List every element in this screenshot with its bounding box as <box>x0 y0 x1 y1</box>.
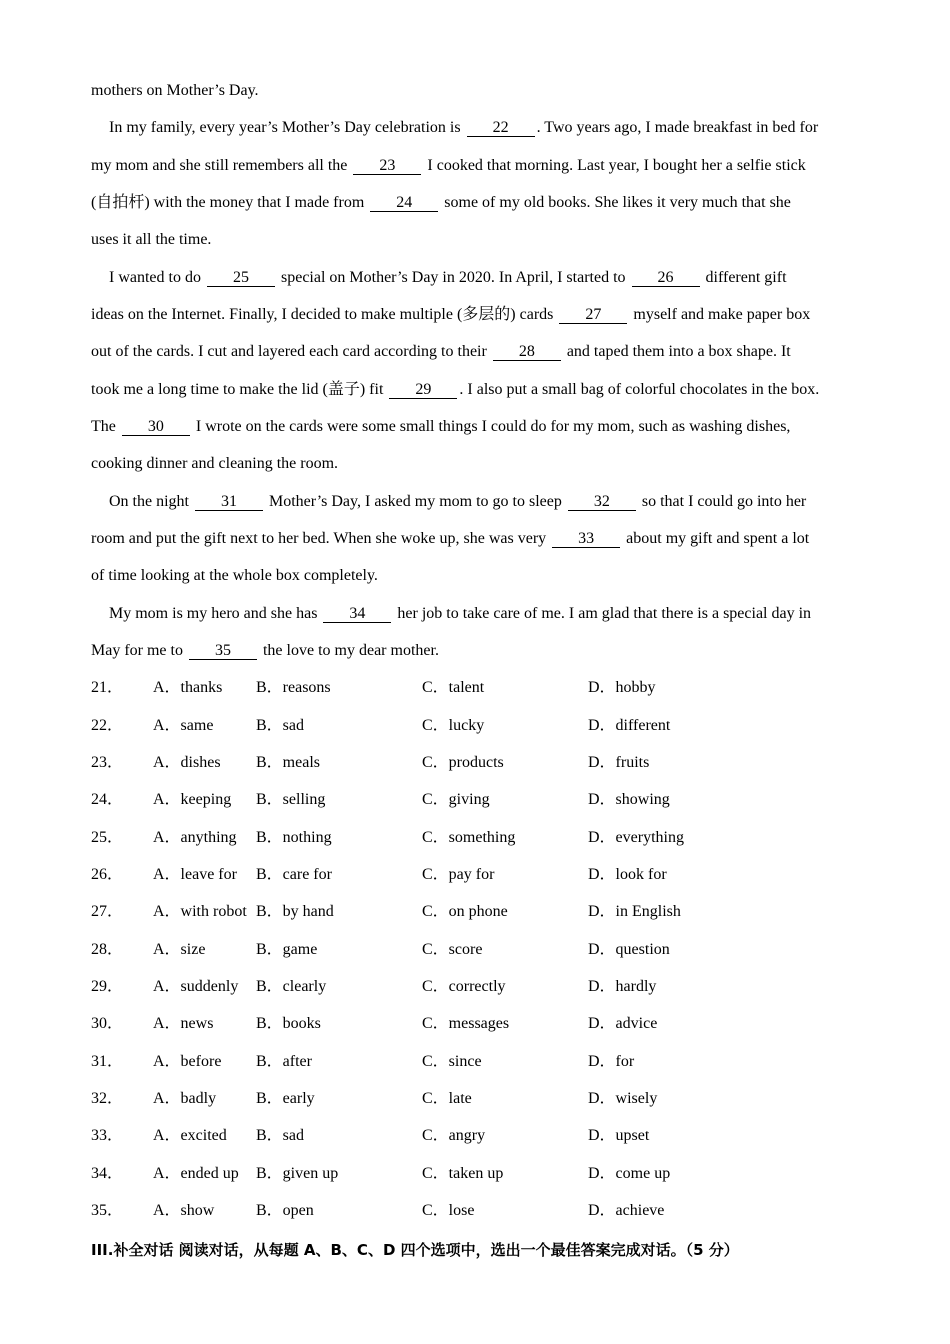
option-c: C．angry <box>422 1127 486 1144</box>
question-row <box>91 678 891 698</box>
option-c: C．score <box>422 941 483 958</box>
question-number: 23． <box>91 754 124 771</box>
passage-text: mothers on Mother’s Day. <box>91 82 259 99</box>
question-number: 34． <box>91 1165 124 1182</box>
option-a: A．keeping <box>153 791 232 808</box>
passage-line <box>109 118 818 138</box>
blank-33: 33 <box>552 530 620 548</box>
passage-line <box>91 342 791 362</box>
passage-text: ideas on the Internet. Finally, I decided to make multiple (多层的) cards <box>91 306 554 323</box>
passage-line <box>91 81 259 101</box>
blank-26: 26 <box>632 269 700 287</box>
question-row <box>91 1014 891 1034</box>
option-a: A．leave for <box>153 866 237 883</box>
passage-line <box>91 641 439 661</box>
option-c: C．lucky <box>422 717 485 734</box>
question-number: 26． <box>91 866 124 883</box>
question-number: 27． <box>91 903 124 920</box>
blank-22: 22 <box>467 119 535 137</box>
option-b: B．clearly <box>256 978 327 995</box>
option-a: A．dishes <box>153 754 221 771</box>
option-d: D．achieve <box>588 1202 665 1219</box>
option-a: A．before <box>153 1053 222 1070</box>
passage-text: On the night <box>109 493 189 510</box>
option-d: D．question <box>588 941 670 958</box>
option-c: C．correctly <box>422 978 506 995</box>
passage-text: Mother’s Day, I asked my mom to go to sleep <box>269 493 562 510</box>
option-c: C．lose <box>422 1202 475 1219</box>
passage-text: (自拍杆) with the money that I made from <box>91 194 365 211</box>
passage-text: my mom and she still remembers all the <box>91 157 348 174</box>
question-number: 32． <box>91 1090 124 1107</box>
option-c: C．giving <box>422 791 490 808</box>
passage-text: In my family, every year’s Mother’s Day celebration is <box>109 119 461 136</box>
option-c: C．taken up <box>422 1165 504 1182</box>
passage-line <box>91 230 211 250</box>
question-row <box>91 1164 891 1184</box>
question-number: 35． <box>91 1202 124 1219</box>
question-number: 21． <box>91 679 124 696</box>
passage-text: so that I could go into her <box>641 493 807 510</box>
passage-line <box>109 492 806 512</box>
option-c: C．products <box>422 754 504 771</box>
passage-text: . Two years ago, I made breakfast in bed for <box>536 119 819 136</box>
option-d: D．for <box>588 1053 635 1070</box>
blank-32: 32 <box>568 493 636 511</box>
option-b: B．game <box>256 941 318 958</box>
passage-text: the love to my dear mother. <box>262 642 439 659</box>
question-row <box>91 1052 891 1072</box>
option-b: B．reasons <box>256 679 331 696</box>
passage-text: cooking dinner and cleaning the room. <box>91 455 339 472</box>
blank-28: 28 <box>493 343 561 361</box>
passage-line <box>91 454 338 474</box>
option-a: A．news <box>153 1015 214 1032</box>
option-a: A．suddenly <box>153 978 239 995</box>
option-b: B．early <box>256 1090 315 1107</box>
passage-text: I cooked that morning. Last year, I bought her a selfie stick <box>427 157 806 174</box>
passage-line <box>91 566 378 586</box>
blank-35: 35 <box>189 642 257 660</box>
passage-line <box>109 604 811 624</box>
question-row <box>91 940 891 960</box>
passage-line <box>91 380 819 400</box>
option-b: B．selling <box>256 791 326 808</box>
option-d: D．advice <box>588 1015 658 1032</box>
question-row <box>91 902 891 922</box>
question-row <box>91 977 891 997</box>
option-b: B．meals <box>256 754 320 771</box>
question-row <box>91 753 891 773</box>
option-c: C．on phone <box>422 903 508 920</box>
blank-24: 24 <box>370 194 438 212</box>
option-d: D．showing <box>588 791 670 808</box>
blank-29: 29 <box>389 381 457 399</box>
passage-text: May for me to <box>91 642 183 659</box>
option-d: D．come up <box>588 1165 671 1182</box>
option-b: B．nothing <box>256 829 332 846</box>
option-b: B．after <box>256 1053 312 1070</box>
option-a: A．same <box>153 717 214 734</box>
passage-line <box>91 305 810 325</box>
passage-text: The <box>91 418 116 435</box>
passage-line <box>91 417 790 437</box>
option-c: C．pay for <box>422 866 495 883</box>
passage-line <box>91 529 809 549</box>
passage-line <box>91 193 791 213</box>
option-a: A．show <box>153 1202 215 1219</box>
question-row <box>91 828 891 848</box>
question-number: 25． <box>91 829 124 846</box>
option-d: D．hobby <box>588 679 656 696</box>
question-number: 30． <box>91 1015 124 1032</box>
option-b: B．by hand <box>256 903 334 920</box>
question-number: 28． <box>91 941 124 958</box>
passage-text: My mom is my hero and she has <box>109 605 318 622</box>
option-c: C．late <box>422 1090 472 1107</box>
passage-text: her job to take care of me. I am glad that there is a special day in <box>397 605 812 622</box>
blank-25: 25 <box>207 269 275 287</box>
passage-text: special on Mother’s Day in 2020. In April, I started to <box>280 269 626 286</box>
option-d: D．upset <box>588 1127 650 1144</box>
option-a: A．thanks <box>153 679 223 696</box>
option-d: D．look for <box>588 866 667 883</box>
option-a: A．excited <box>153 1127 227 1144</box>
passage-text: uses it all the time. <box>91 231 212 248</box>
passage-text: some of my old books. She likes it very much that she <box>444 194 791 211</box>
passage-line <box>91 156 806 176</box>
option-a: A．size <box>153 941 206 958</box>
question-number: 24． <box>91 791 124 808</box>
passage-line <box>109 268 787 288</box>
option-d: D．everything <box>588 829 684 846</box>
passage-text: about my gift and spent a lot <box>626 530 810 547</box>
section-heading: III.补全对话 阅读对话，从每题 A、B、C、D 四个选项中，选出一个最佳答案完成对话。（5 分） <box>91 1241 739 1259</box>
option-a: A．badly <box>153 1090 217 1107</box>
passage-text: room and put the gift next to her bed. When she woke up, she was very <box>91 530 547 547</box>
blank-31: 31 <box>195 493 263 511</box>
passage-text: myself and make paper box <box>633 306 811 323</box>
option-d: D．fruits <box>588 754 650 771</box>
option-b: B．sad <box>256 717 305 734</box>
question-row <box>91 1089 891 1109</box>
question-number: 29． <box>91 978 124 995</box>
passage-text: I wrote on the cards were some small things I could do for my mom, such as washing dishes, <box>195 418 791 435</box>
passage-text: took me a long time to make the lid (盖子) fit <box>91 381 384 398</box>
option-d: D．wisely <box>588 1090 658 1107</box>
question-number: 22． <box>91 717 124 734</box>
option-d: D．different <box>588 717 671 734</box>
blank-34: 34 <box>323 605 391 623</box>
question-number: 33． <box>91 1127 124 1144</box>
passage-text: and taped them into a box shape. It <box>566 343 791 360</box>
question-number: 31． <box>91 1053 124 1070</box>
passage-text: of time looking at the whole box completely. <box>91 567 378 584</box>
option-c: C．talent <box>422 679 485 696</box>
passage-text: . I also put a small bag of colorful chocolates in the box. <box>459 381 820 398</box>
option-a: A．ended up <box>153 1165 239 1182</box>
passage-text: out of the cards. I cut and layered each card according to their <box>91 343 487 360</box>
option-c: C．something <box>422 829 516 846</box>
passage-text: different gift <box>705 269 787 286</box>
option-d: D．hardly <box>588 978 657 995</box>
question-row <box>91 1201 891 1221</box>
question-row <box>91 1126 891 1146</box>
option-b: B．open <box>256 1202 314 1219</box>
blank-23: 23 <box>353 157 421 175</box>
option-b: B．books <box>256 1015 321 1032</box>
option-b: B．given up <box>256 1165 339 1182</box>
blank-27: 27 <box>559 306 627 324</box>
option-c: C．since <box>422 1053 482 1070</box>
blank-30: 30 <box>122 418 190 436</box>
option-a: A．with robot <box>153 903 247 920</box>
option-b: B．care for <box>256 866 332 883</box>
passage-text: I wanted to do <box>109 269 201 286</box>
question-row <box>91 865 891 885</box>
question-row <box>91 716 891 736</box>
option-c: C．messages <box>422 1015 510 1032</box>
option-d: D．in English <box>588 903 681 920</box>
option-a: A．anything <box>153 829 237 846</box>
option-b: B．sad <box>256 1127 305 1144</box>
question-row <box>91 790 891 810</box>
